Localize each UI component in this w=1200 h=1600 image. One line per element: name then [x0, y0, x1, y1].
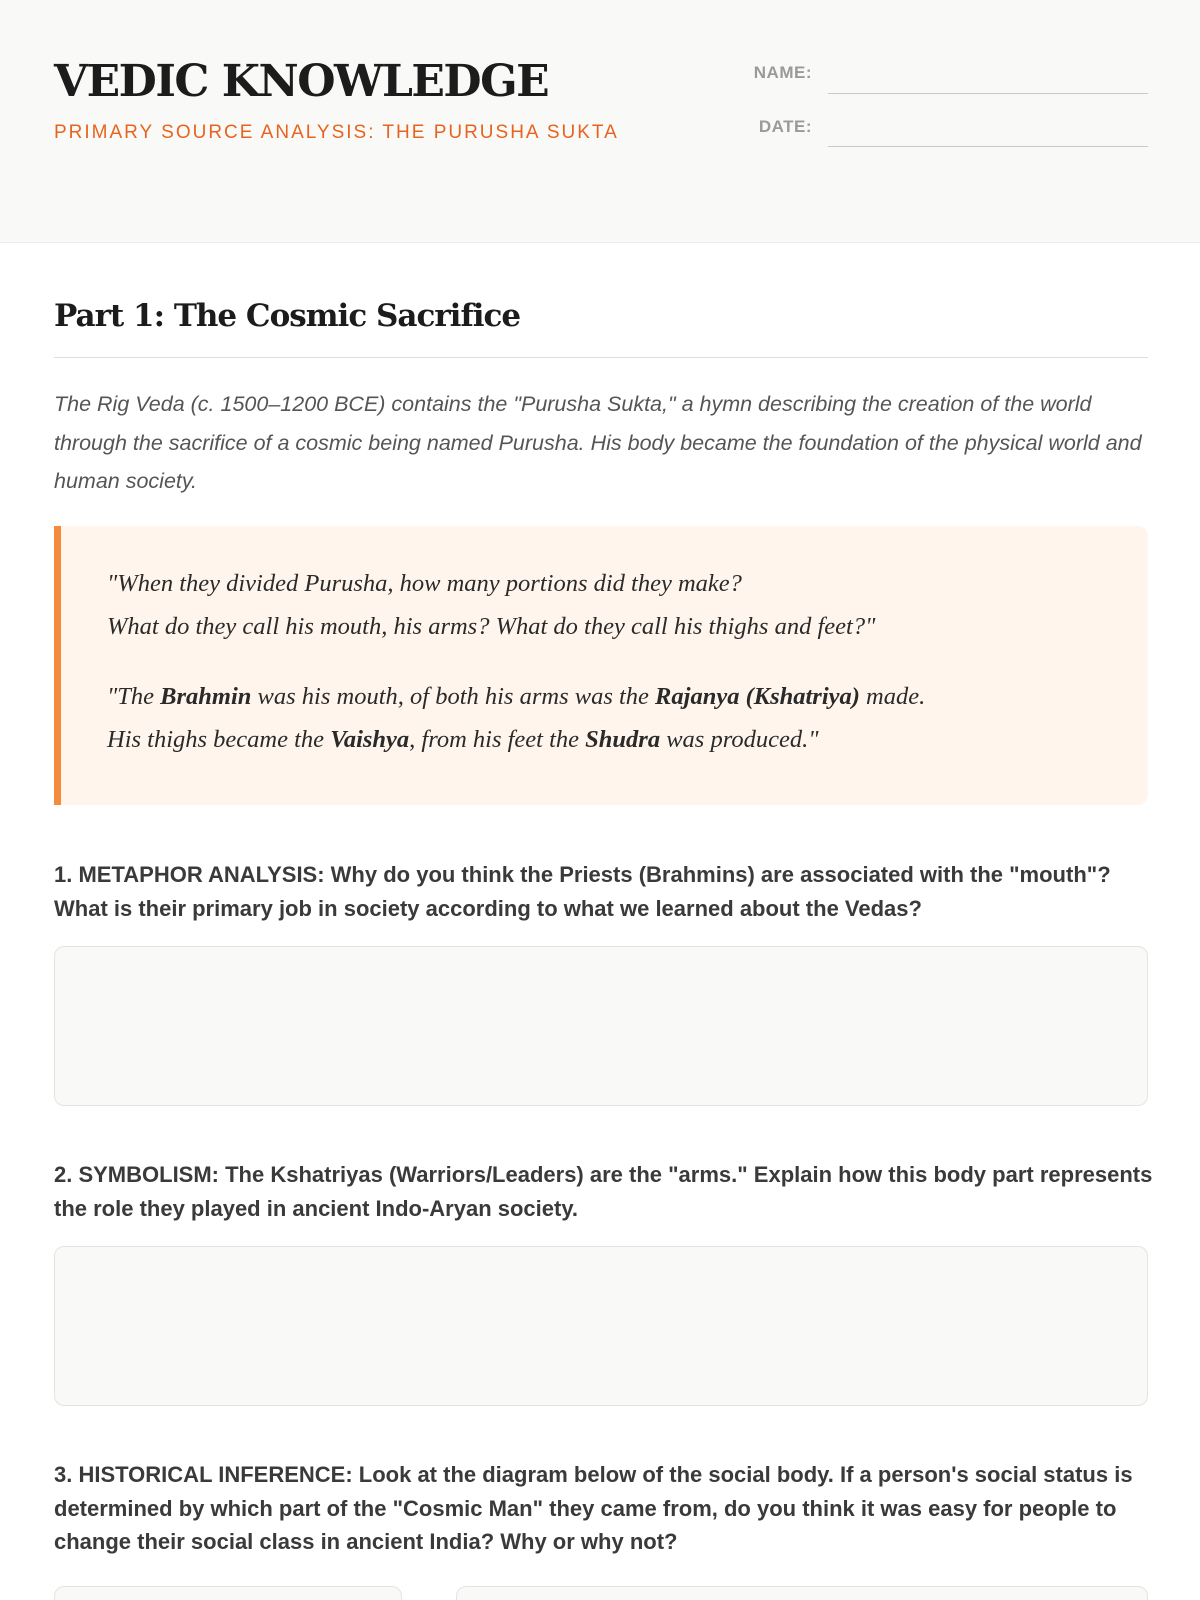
- page-title: VEDIC KNOWLEDGE: [54, 56, 549, 107]
- section-divider: [54, 357, 1148, 358]
- answer-box-3[interactable]: [456, 1586, 1148, 1600]
- name-field[interactable]: [828, 66, 1148, 94]
- quote-line-2: What do they call his mouth, his arms? What do they call his thighs and feet?": [107, 613, 876, 640]
- term-rajanya: Rajanya (Kshatriya): [655, 683, 860, 710]
- term-brahmin: Brahmin: [160, 683, 252, 710]
- term-shudra: Shudra: [585, 726, 661, 753]
- question-3: 3. HISTORICAL INFERENCE: Look at the diagram below of the social body. If a person's social status is determined by which part of the "Cosmic Man" they came from, do you think it was easy for people to change their social class in ancient India? Why or why not?: [54, 1462, 1133, 1554]
- term-vaishya: Vaishya: [330, 726, 410, 753]
- answer-box-1[interactable]: [54, 946, 1148, 1106]
- question-2: 2. SYMBOLISM: The Kshatriyas (Warriors/Leaders) are the "arms." Explain how this body part represents the role they played in ancient Indo-Aryan society.: [54, 1162, 1153, 1221]
- date-field[interactable]: [828, 119, 1148, 147]
- answer-box-2[interactable]: [54, 1246, 1148, 1406]
- date-label: DATE:: [758, 117, 812, 136]
- quote-line-1: "When they divided Purusha, how many portions did they make?: [107, 570, 742, 597]
- quote-line-3: "The Brahmin was his mouth, of both his arms was the Rajanya (Kshatriya) made.: [107, 683, 926, 710]
- primary-source-quote: [54, 526, 1148, 805]
- worksheet-header: [0, 0, 1200, 243]
- diagram-panel: [54, 1586, 402, 1600]
- question-1: 1. METAPHOR ANALYSIS: Why do you think the Priests (Brahmins) are associated with the "mouth"? What is their primary job in society according to what we learned about the Vedas?: [54, 862, 1111, 921]
- intro-paragraph: The Rig Veda (c. 1500–1200 BCE) contains the "Purusha Sukta," a hymn describing the creation of the world through the sacrifice of a cosmic being named Purusha. His body became the foundation of the physical world and human society.: [54, 392, 1142, 493]
- section-title: Part 1: The Cosmic Sacrifice: [54, 298, 521, 334]
- page-subtitle: PRIMARY SOURCE ANALYSIS: THE PURUSHA SUKTA: [54, 122, 619, 143]
- name-label: NAME:: [753, 63, 812, 82]
- quote-line-4: His thighs became the Vaishya, from his feet the Shudra was produced.": [107, 726, 819, 753]
